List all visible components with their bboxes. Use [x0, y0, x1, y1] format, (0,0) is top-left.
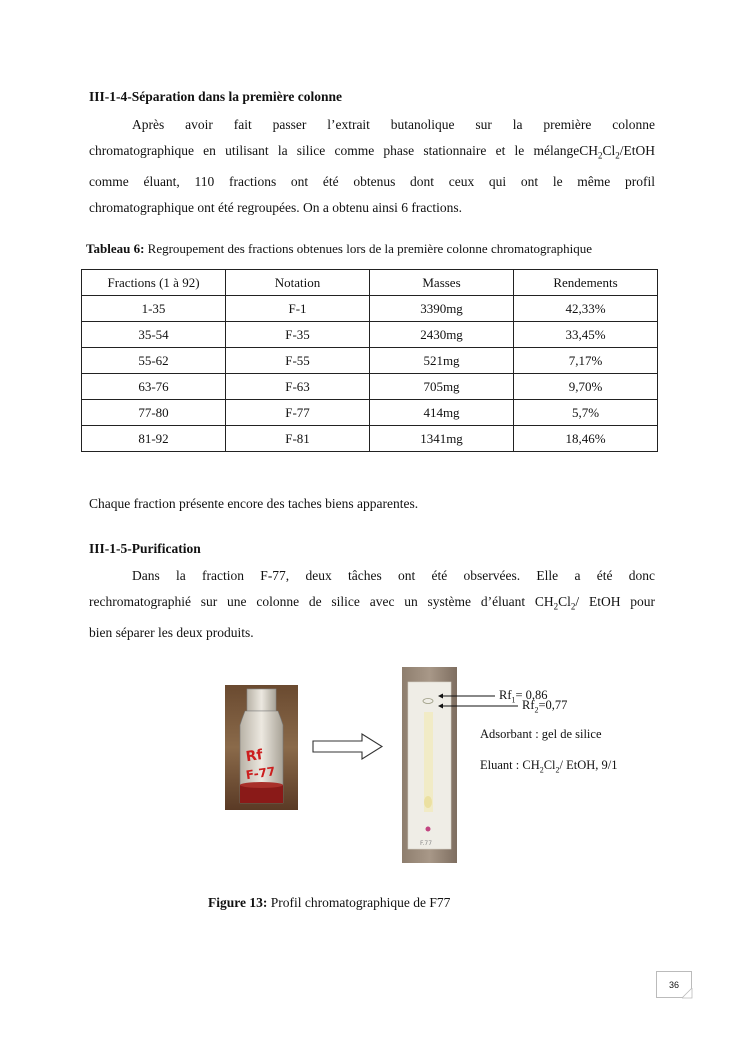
column-header: Masses: [370, 270, 514, 296]
table-cell: 414mg: [370, 400, 514, 426]
table-cell: 1-35: [82, 296, 226, 322]
section-paragraph-separation: [89, 112, 655, 221]
column-header: Rendements: [514, 270, 658, 296]
table-cell: F-55: [226, 348, 370, 374]
table-cell: 81-92: [82, 426, 226, 452]
paragraph-line: Après avoir fait passer l’extrait butanolique sur la première colonne: [132, 117, 655, 132]
table-cell: F-35: [226, 322, 370, 348]
paragraph-line: chromatographique ont été regroupées. On a obtenu ainsi 6 fractions.: [89, 199, 463, 215]
arrow-left-icon: [438, 704, 443, 709]
adsorbant-label: Adsorbant : gel de silice: [480, 727, 602, 741]
table-cell: F-77: [226, 400, 370, 426]
paragraph-line: chromatographique en utilisant la silice comme phase stationnaire et le $mélangeCH_2Cl_2$/EtOH: [89, 143, 655, 161]
table-cell: F-1: [226, 296, 370, 322]
rf2-label: $Rf_2=0,77$: [522, 698, 568, 715]
table-cell: 2430mg: [370, 322, 514, 348]
table-cell: F-81: [226, 426, 370, 452]
rf1-label: $Rf_1= 0,86$: [499, 688, 548, 705]
arrow-right-icon: [312, 733, 384, 760]
page-curl-icon: [682, 988, 693, 999]
table-cell: 18,46%: [514, 426, 658, 452]
section-heading-purification: III-1-5-Purification: [89, 541, 201, 556]
table-cell: 5,7%: [514, 400, 658, 426]
table-cell: 1341mg: [370, 426, 514, 452]
table-cell: 7,17%: [514, 348, 658, 374]
table-cell: 35-54: [82, 322, 226, 348]
table-caption: Tableau 6: Regroupement des fractions obtenues lors de la première colonne chromatographique: [86, 241, 593, 256]
paragraph-line: Dans la fraction F-77, deux tâches ont été observées. Elle a été donc: [132, 568, 655, 583]
paragraph-line: bien séparer les deux produits.: [89, 624, 254, 640]
paragraph-line: comme éluant, 110 fractions ont été obtenus dont ceux qui ont le même profil: [89, 173, 655, 189]
vial-photo: [225, 685, 298, 810]
table-cell: F-63: [226, 374, 370, 400]
table-cell: 55-62: [82, 348, 226, 374]
eluant-label: Eluant : $CH_2Cl_2/$ EtOH, 9/1: [480, 758, 618, 775]
table-row: [82, 426, 658, 452]
table-cell: 3390mg: [370, 296, 514, 322]
section-paragraph-purification: [89, 563, 655, 646]
table-cell: 42,33%: [514, 296, 658, 322]
table-row: [82, 348, 658, 374]
column-header: Fractions (1 à 92): [82, 270, 226, 296]
section-heading-separation: III-1-4-Séparation dans la première colonne: [89, 89, 342, 104]
vial-label: F-77: [244, 764, 277, 783]
table-cell: 33,45%: [514, 322, 658, 348]
page-number: 36: [656, 971, 692, 998]
paragraph-line: rechromatographié sur une colonne de silice avec un système d’éluant $CH_2Cl_2/$ EtOH pour: [89, 594, 656, 612]
table-cell: 9,70%: [514, 374, 658, 400]
figure-caption: Figure 13: Profil chromatographique de F77: [208, 895, 451, 910]
table-row: [82, 400, 658, 426]
fractions-table: [81, 269, 658, 452]
vial-label: Rf: [244, 746, 264, 766]
table-row: [82, 322, 658, 348]
fractions-note: Chaque fraction présente encore des taches biens apparentes.: [89, 496, 419, 511]
table-row: [82, 296, 658, 322]
table-cell: 77-80: [82, 400, 226, 426]
arrow-left-icon: [438, 694, 443, 699]
table-cell: 521mg: [370, 348, 514, 374]
table-row: [82, 374, 658, 400]
plate-label: F.77: [420, 840, 433, 847]
column-header: Notation: [226, 270, 370, 296]
table-cell: 705mg: [370, 374, 514, 400]
table-cell: 63-76: [82, 374, 226, 400]
table-header-row: [82, 270, 658, 296]
